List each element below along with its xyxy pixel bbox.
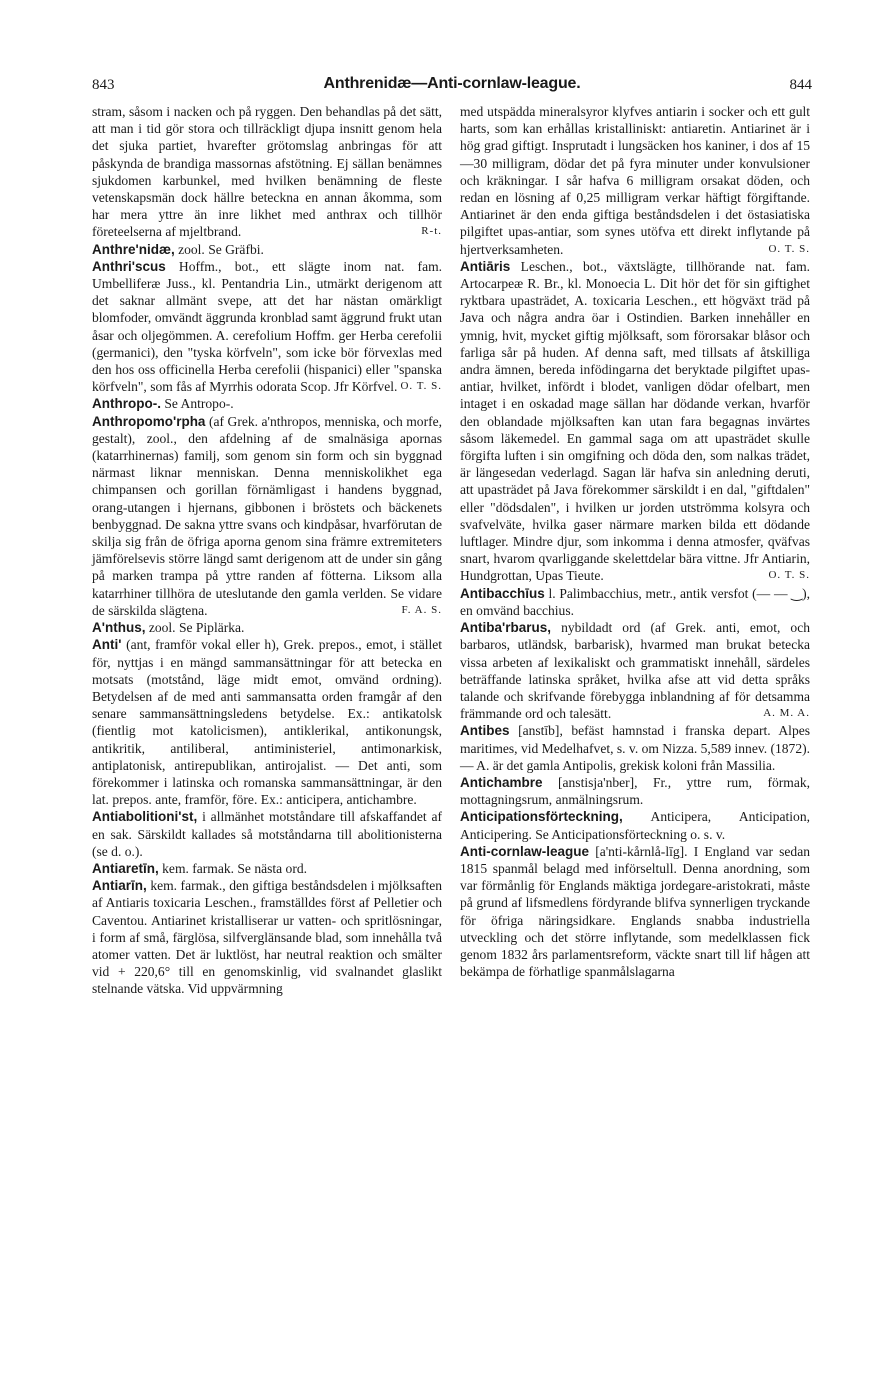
dictionary-entry	[92, 619, 442, 636]
entry-text: Se Antropo-.	[164, 396, 234, 412]
left-column	[92, 103, 442, 998]
entry-headword: Anticipationsförteckning,	[460, 809, 623, 825]
dictionary-entry	[92, 103, 442, 241]
entry-headword: Antichambre	[460, 774, 543, 790]
entry-headword: Anthropomo'rpha	[92, 413, 206, 429]
entry-headword: Antiarīn,	[92, 878, 147, 894]
entry-headword: Antiaretīn,	[92, 860, 159, 876]
entry-text: kem. farmak. Se nästa ord.	[162, 860, 307, 876]
dictionary-entry	[460, 843, 810, 981]
dictionary-entry	[92, 636, 442, 808]
entry-headword: Anti-cornlaw-league	[460, 843, 590, 859]
entry-text: Anticipera, Anticipation, Anticipering. Se Anticipationsförteckning o. s. v.	[460, 809, 810, 842]
entry-text: i allmänhet motståndare till afskaffandet af en sak. Särskildt kallades så motståndarna till abolitionisterna (se d. o.).	[92, 809, 442, 859]
author-signature: F. A. S.	[401, 603, 442, 616]
entry-headword: Anthropo-.	[92, 396, 161, 412]
right-column	[460, 103, 810, 980]
author-signature: R-t.	[421, 225, 442, 238]
dictionary-entry	[460, 774, 810, 808]
dictionary-entry	[92, 808, 442, 860]
entry-headword: Antibes	[460, 723, 510, 739]
entry-text: l. Palimbacchius, metr., antik versfot (— — ‿), en omvänd bacchius.	[460, 585, 810, 618]
entry-headword: Anthri'scus	[92, 258, 166, 274]
dictionary-entry	[460, 808, 810, 842]
author-signature: A. M. A.	[763, 707, 810, 720]
dictionary-entry	[92, 258, 442, 396]
author-signature: O. T. S.	[400, 380, 442, 393]
entry-headword: Antibacchīus	[460, 585, 545, 601]
entry-text: kem. farmak., den giftiga beståndsdelen i mjölksaften af Antiaris toxicaria Leschen., framställdes först af Pelletier och Caventou. Antiarinet kristalliserar ur vatten- och spritlösningar, i form af små, färglösa, silfverglänsande blad, som innehålla två atomer vatten. Det är luktlöst, har neutral reaktion och smälter vid + 220,6° till en genomskinlig, vid svalnandet glaslikt stelnande vätska. Vid uppvärmning	[92, 878, 443, 997]
dictionary-entry	[92, 395, 442, 412]
dictionary-entry	[92, 860, 442, 877]
dictionary-entry	[460, 722, 810, 774]
dictionary-entry	[460, 585, 810, 619]
entry-headword: Antiāris	[460, 258, 511, 274]
entry-text: stram, såsom i nacken och på ryggen. Den behandlas på det sätt, att man i tid gör stora och tillräckligt djupa insnitt genom hela det sjuka partiet, hvarefter grötomslag anbringas för att påskynda de brandiga massornas afstötning. Ej sällan benämnes sjukdomen karbunkel, med hvilken benämning de fleste vetenskapsmän dock hällre beteckna en annan åkomma, som har mera yttre än inre likhet med anthrax och tillhör företeelserna af mjeltbrand.	[92, 104, 442, 240]
dictionary-entry	[92, 413, 442, 619]
entry-headword: Anthre'nidæ,	[92, 241, 175, 257]
entry-text: Hoffm., bot., ett slägte inom nat. fam. Umbelliferæ Juss., kl. Pentandria Lin., utmärkt derigenom att det saknar allmänt svepe, att det har nästan omärkligt blomfoder, omvändt äggrunda kronblad samt äggrund frukt utan åsar och oljegömmen. A. cerefolium Hoffm. ger Herba cerefolii (germanici), den "tyska körfveln", som icke bör förvexlas med den hos oss officinella Herba cerefolii (hispanici) eller "spanska körfveln", som fås af Myrrhis odorata Scop. Jfr Körfvel.	[92, 258, 443, 395]
entry-text: [anstisja'nber], Fr., yttre rum, förmak, mottagningsrum, anmälningsrum.	[460, 774, 810, 808]
entry-headword: A'nthus,	[92, 620, 146, 636]
entry-text: (ant, framför vokal eller h), Grek. prepos., emot, i stället för, nyttjas i en mängd sammansättningar för att betecka en motsats (motstånd, läge midt emot, omvänd ordning). Betydelsen af de med anti sammansatta orden framgår af den senare sammansättningsledens betydelse. Ex.: antikatolsk (fientlig mot katolicismen), antiklerikal, antikonungsk, antikritik, antiliberal, antiministeriel, antimonarkisk, antiplatonisk, antirepublikan, antirojalist. — Det anti, som förekommer i latinska och romanska sammansättningar, är den lat. prepos. ante, framför, före. Ex.: anticipera, antichambre.	[92, 637, 443, 808]
page-number-left: 843	[92, 77, 115, 93]
page-number-right: 844	[789, 77, 812, 93]
running-title: Anthrenidæ—Anti-cornlaw-league.	[323, 75, 581, 92]
entry-text: nybildadt ord (af Grek. anti, emot, och barbaros, utländsk, barbarisk), hvarmed man brukat betecka vissa arbeten af lexikaliskt och grammatiskt innehåll, särdeles beträffande latinska språket, hvilka afse att vid detta språks talande och skrifvande förebygga inblandning af för detsamma främmande ord och talesätt.	[460, 620, 810, 722]
entry-text: Leschen., bot., växtslägte, tillhörande nat. fam. Artocarpeæ R. Br., kl. Monoecia L. Dit hör det för sin giftighet ryktbara upasträdet, A. toxicaria Leschen., ett högväxt träd på Java och några andra öar i Ostindien. Barken innehåller en ymnig, hvit, mycket giftig mjölksaft, som förorsakar blåsor och farliga sår på huden. Af denna saft, med tillsats af åtskilliga andra ämnen, bereda infödingarna det beryktade pilgiftet upas-antiar, hvilket, infördt i blodet, vanligen dödar ofelbart, men intaget i en oskadad mage sällan har dödande verkan, hvarför den oblandade mjölksaften kan utan fara begagnas invärtes såsom läkemedel. En gammal saga om att upasträdet skulle förgifta luften i sin omgifning och döda den, som nalkas trädet, är längesedan vederlagd. Sagan lär hafva sin anledning deruti, att upasträdet på Java förekommer särskildt i en dal, "giftdalen" eller "dödsdalen", i hvilken ur jorden utströmma kolsyra och svafvelväte, hvilka gaser närmare marken bilda ett dödande luftlager. Mindre djur, som inkomma i denna atmosfer, qväfvas snart, hvarom qvarliggande skelettdelar bära vittne. Jfr Antiarin, Hundgrottan, Upas Tieute.	[460, 258, 810, 584]
entry-text: zool. Se Piplärka.	[148, 620, 245, 636]
entry-text: [a'nti-kårnlå-līg]. I England var sedan 1815 spanmål belagd med införseltull. Denna anordning, som var förmånlig för Englands mäktiga jordegare-aristokrati, måste på grund af lifsmedlens fördyrande blifva synnerligen tryckande för öfriga näringsidkare. Englands snabba industriella utveckling och det större inflytande, som medelklassen fick genom 1832 års parlamentsreform, väckte snart till lif hågen att bekämpa de förhatlige spanmålslagarna	[460, 843, 810, 980]
author-signature: O. T. S.	[768, 569, 810, 582]
entry-text: med utspädda mineralsyror klyfves antiarin i socker och ett gult harts, som kan erhållas kristalliniskt: antiaretin. Antiarinet är i hög grad giftigt. Insprutadt i lungsäcken hos kaniner, i dos af 15—30 milligram, dödar det på fyra minuter under konvulsioner och kräkningar. I sår hafva 6 milligram orsakat döden, och redan en lösning af 0,25 milligram verkar häftigt förgiftande. Antiarinet är den enda giftiga beståndsdelen i det östasiatiska pilgiftet upas-antiar, som synes utöfva ett direkt inflytande på hjertverksamheten.	[460, 104, 810, 257]
entry-text: [anstīb], befäst hamnstad i franska depart. Alpes maritimes, vid Medelhafvet, s. v. om Nizza. 5,589 innev. (1872). — A. är det gamla Antipolis, grekisk koloni från Massilia.	[460, 723, 811, 773]
dictionary-entry	[460, 103, 810, 258]
entry-headword: Antiba'rbarus,	[460, 620, 551, 636]
author-signature: O. T. S.	[768, 242, 810, 255]
dictionary-entry	[92, 241, 442, 258]
entry-headword: Anti'	[92, 637, 122, 653]
dictionary-entry	[460, 619, 810, 722]
entry-text: (af Grek. a'nthropos, menniska, och morfe, gestalt), zool., den afdelning af de smalnäsiga apornas (katarrhinernas) familj, som genom sin form och sin byggnad närmast liknar menniskan. Denna menniskolikhet ega chimpansen och gorillan förnämligast i handens byggnad, orang-utangen i hjernans, gibbonen i bröstets och bäckenets benbyggnad. De sakna yttre svans och kindpåsar, hvarförutan de skilja sig från de öfriga aporna genom sina främre extremiteters jämförelsevis större längd samt derigenom att de under sin gång på marken trampa på yttre randen af fötterna. Liksom alla katarrhiner tillhöra de uteslutande den gamla verlden. Se vidare de särskilda slägtena.	[92, 413, 442, 618]
dictionary-entry	[92, 877, 442, 997]
dictionary-entry	[460, 258, 810, 585]
page-header	[92, 75, 812, 99]
entry-text: zool. Se Gräfbi.	[178, 241, 264, 257]
entry-headword: Antiabolitioni'st,	[92, 809, 198, 825]
